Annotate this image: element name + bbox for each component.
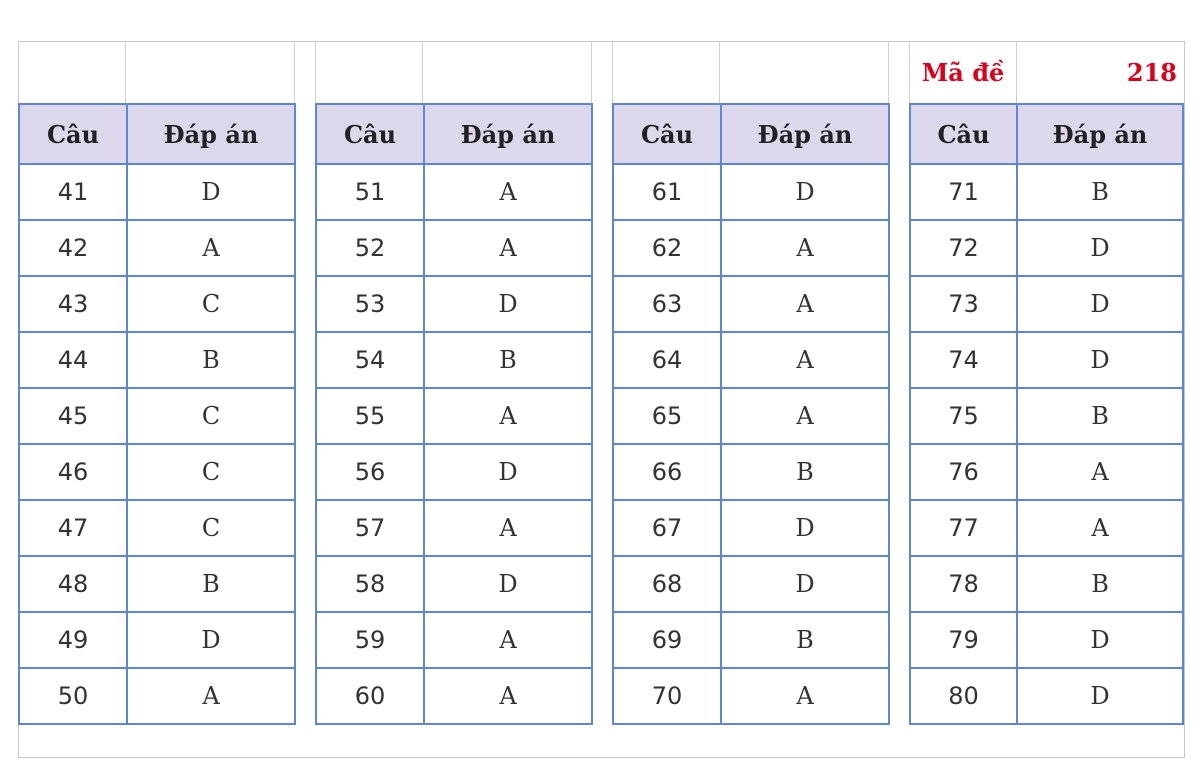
answer-table <box>315 103 593 725</box>
question-number: 64 <box>613 332 721 388</box>
answer-letter: D <box>127 612 295 668</box>
table-row <box>19 388 295 444</box>
table-row <box>316 220 592 276</box>
question-number: 46 <box>19 444 127 500</box>
question-header: Câu <box>910 104 1017 164</box>
answer-letter: D <box>721 500 889 556</box>
question-number: 44 <box>19 332 127 388</box>
answer-header: Đáp án <box>1017 104 1183 164</box>
header-row <box>19 104 295 164</box>
answer-letter: A <box>424 164 592 220</box>
question-number: 51 <box>316 164 424 220</box>
question-header: Câu <box>613 104 721 164</box>
answer-letter: D <box>127 164 295 220</box>
question-number: 69 <box>613 612 721 668</box>
table-row <box>19 556 295 612</box>
question-number: 45 <box>19 388 127 444</box>
table-row <box>613 332 889 388</box>
question-number: 61 <box>613 164 721 220</box>
table-row <box>316 332 592 388</box>
question-number: 60 <box>316 668 424 724</box>
table-row <box>316 668 592 724</box>
answer-letter: D <box>1017 220 1183 276</box>
answer-letter: A <box>424 612 592 668</box>
question-number: 77 <box>910 500 1017 556</box>
question-number: 65 <box>613 388 721 444</box>
answer-letter: A <box>424 220 592 276</box>
question-number: 48 <box>19 556 127 612</box>
table-row <box>613 388 889 444</box>
table-row <box>19 612 295 668</box>
header-row <box>613 104 889 164</box>
table-row <box>613 444 889 500</box>
answer-letter: A <box>424 388 592 444</box>
answer-letter: A <box>1017 500 1183 556</box>
grid-line <box>422 42 423 103</box>
answer-letter: C <box>127 276 295 332</box>
table-row <box>910 220 1183 276</box>
grid-line <box>591 42 592 103</box>
answer-letter: A <box>424 668 592 724</box>
answer-header: Đáp án <box>127 104 295 164</box>
answer-letter: B <box>1017 556 1183 612</box>
header-row <box>910 104 1183 164</box>
grid-line <box>612 42 613 103</box>
table-row <box>613 164 889 220</box>
table-row <box>613 612 889 668</box>
grid-line <box>888 42 889 103</box>
answer-key-sheet <box>18 41 1185 758</box>
table-row <box>316 164 592 220</box>
table-row <box>19 220 295 276</box>
table-row <box>316 556 592 612</box>
grid-line <box>294 42 295 103</box>
answer-letter: C <box>127 444 295 500</box>
table-row <box>613 220 889 276</box>
question-number: 49 <box>19 612 127 668</box>
table-row <box>613 668 889 724</box>
question-number: 59 <box>316 612 424 668</box>
answer-letter: C <box>127 388 295 444</box>
question-number: 75 <box>910 388 1017 444</box>
table-row <box>613 556 889 612</box>
question-number: 62 <box>613 220 721 276</box>
grid-line <box>719 42 720 103</box>
grid-line <box>909 42 910 103</box>
answer-letter: D <box>424 276 592 332</box>
answer-table <box>18 103 296 725</box>
answer-letter: D <box>721 556 889 612</box>
question-number: 55 <box>316 388 424 444</box>
answer-block-3 <box>612 103 890 725</box>
question-number: 78 <box>910 556 1017 612</box>
header-row <box>316 104 592 164</box>
table-row <box>910 612 1183 668</box>
table-row <box>19 276 295 332</box>
question-number: 63 <box>613 276 721 332</box>
question-number: 50 <box>19 668 127 724</box>
question-number: 47 <box>19 500 127 556</box>
answer-letter: B <box>1017 164 1183 220</box>
answer-letter: A <box>127 668 295 724</box>
table-row <box>19 164 295 220</box>
question-number: 58 <box>316 556 424 612</box>
answer-letter: A <box>424 500 592 556</box>
question-number: 74 <box>910 332 1017 388</box>
table-row <box>316 612 592 668</box>
exam-code-label: Mã đề <box>921 58 1005 87</box>
table-row <box>910 332 1183 388</box>
table-row <box>316 276 592 332</box>
table-row <box>613 500 889 556</box>
question-number: 70 <box>613 668 721 724</box>
answer-letter: A <box>1017 444 1183 500</box>
answer-letter: C <box>127 500 295 556</box>
table-row <box>910 500 1183 556</box>
question-number: 76 <box>910 444 1017 500</box>
question-number: 66 <box>613 444 721 500</box>
answer-letter: D <box>1017 276 1183 332</box>
answer-letter: B <box>127 332 295 388</box>
answer-letter: B <box>1017 388 1183 444</box>
question-number: 80 <box>910 668 1017 724</box>
question-number: 41 <box>19 164 127 220</box>
question-number: 68 <box>613 556 721 612</box>
question-number: 53 <box>316 276 424 332</box>
table-row <box>316 500 592 556</box>
answer-letter: A <box>721 388 889 444</box>
answer-letter: A <box>127 220 295 276</box>
question-header: Câu <box>19 104 127 164</box>
answer-letter: A <box>721 220 889 276</box>
answer-letter: D <box>1017 612 1183 668</box>
answer-letter: A <box>721 668 889 724</box>
question-number: 71 <box>910 164 1017 220</box>
answer-table <box>909 103 1184 725</box>
question-number: 42 <box>19 220 127 276</box>
question-number: 73 <box>910 276 1017 332</box>
table-row <box>910 668 1183 724</box>
grid-line <box>315 42 316 103</box>
answer-letter: B <box>721 444 889 500</box>
table-row <box>316 388 592 444</box>
answer-block-2 <box>315 103 593 725</box>
grid-line <box>125 42 126 103</box>
table-row <box>19 444 295 500</box>
answer-letter: D <box>1017 668 1183 724</box>
answer-header: Đáp án <box>424 104 592 164</box>
answer-letter: A <box>721 332 889 388</box>
answer-letter: D <box>721 164 889 220</box>
question-header: Câu <box>316 104 424 164</box>
answer-letter: D <box>424 556 592 612</box>
answer-letter: B <box>424 332 592 388</box>
question-number: 52 <box>316 220 424 276</box>
table-row <box>910 556 1183 612</box>
answer-letter: D <box>424 444 592 500</box>
table-row <box>19 500 295 556</box>
table-row <box>910 444 1183 500</box>
table-row <box>613 276 889 332</box>
question-number: 43 <box>19 276 127 332</box>
answer-block-1 <box>18 103 296 725</box>
table-row <box>910 388 1183 444</box>
question-number: 72 <box>910 220 1017 276</box>
question-number: 56 <box>316 444 424 500</box>
table-row <box>316 444 592 500</box>
table-row <box>910 164 1183 220</box>
answer-table <box>612 103 890 725</box>
question-number: 79 <box>910 612 1017 668</box>
question-number: 54 <box>316 332 424 388</box>
answer-letter: D <box>1017 332 1183 388</box>
answer-header: Đáp án <box>721 104 889 164</box>
question-number: 57 <box>316 500 424 556</box>
table-row <box>910 276 1183 332</box>
answer-letter: B <box>721 612 889 668</box>
table-row <box>19 668 295 724</box>
exam-code-value: 218 <box>1126 58 1177 87</box>
answer-letter: B <box>127 556 295 612</box>
answer-letter: A <box>721 276 889 332</box>
question-number: 67 <box>613 500 721 556</box>
answer-block-4 <box>909 103 1184 725</box>
table-row <box>19 332 295 388</box>
